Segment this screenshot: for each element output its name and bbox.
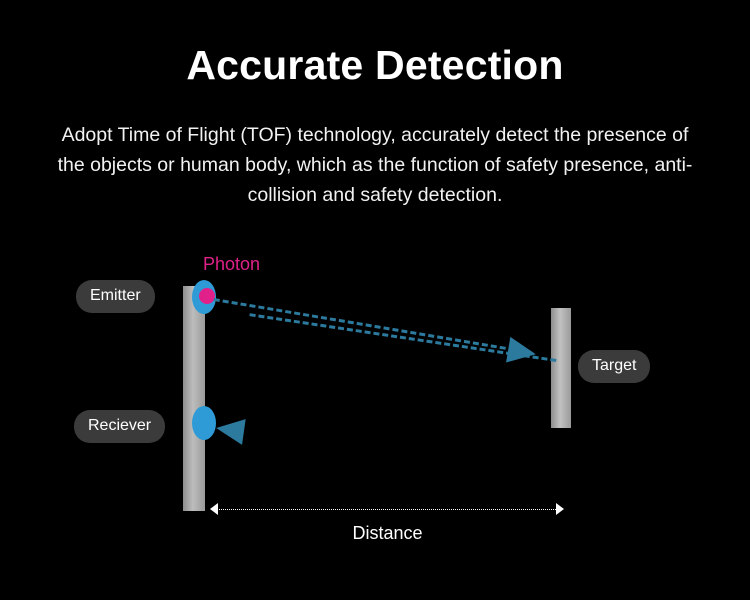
distance-arrow-left-icon	[210, 503, 218, 515]
receiver-lens-icon	[192, 406, 216, 440]
target-label: Target	[578, 350, 650, 383]
distance-label: Distance	[352, 523, 423, 543]
photon-dot-icon	[199, 288, 215, 304]
tof-diagram	[0, 240, 750, 570]
target-bar	[551, 308, 571, 428]
outgoing-ray-icon	[214, 298, 515, 351]
distance-line	[215, 509, 560, 510]
returning-ray-arrowhead-icon	[214, 415, 245, 445]
page-description: Adopt Time of Flight (TOF) technology, accurately detect the presence of the objects or human body, which as the function of safety presence, anti-collision and safety detection.	[57, 124, 693, 206]
emitter-label: Emitter	[76, 280, 155, 313]
page-title: Accurate Detection	[186, 42, 564, 88]
sensor-housing-bar	[183, 286, 205, 511]
photon-label: Photon	[203, 254, 261, 274]
receiver-label: Reciever	[74, 410, 165, 443]
distance-arrow-right-icon	[556, 503, 564, 515]
